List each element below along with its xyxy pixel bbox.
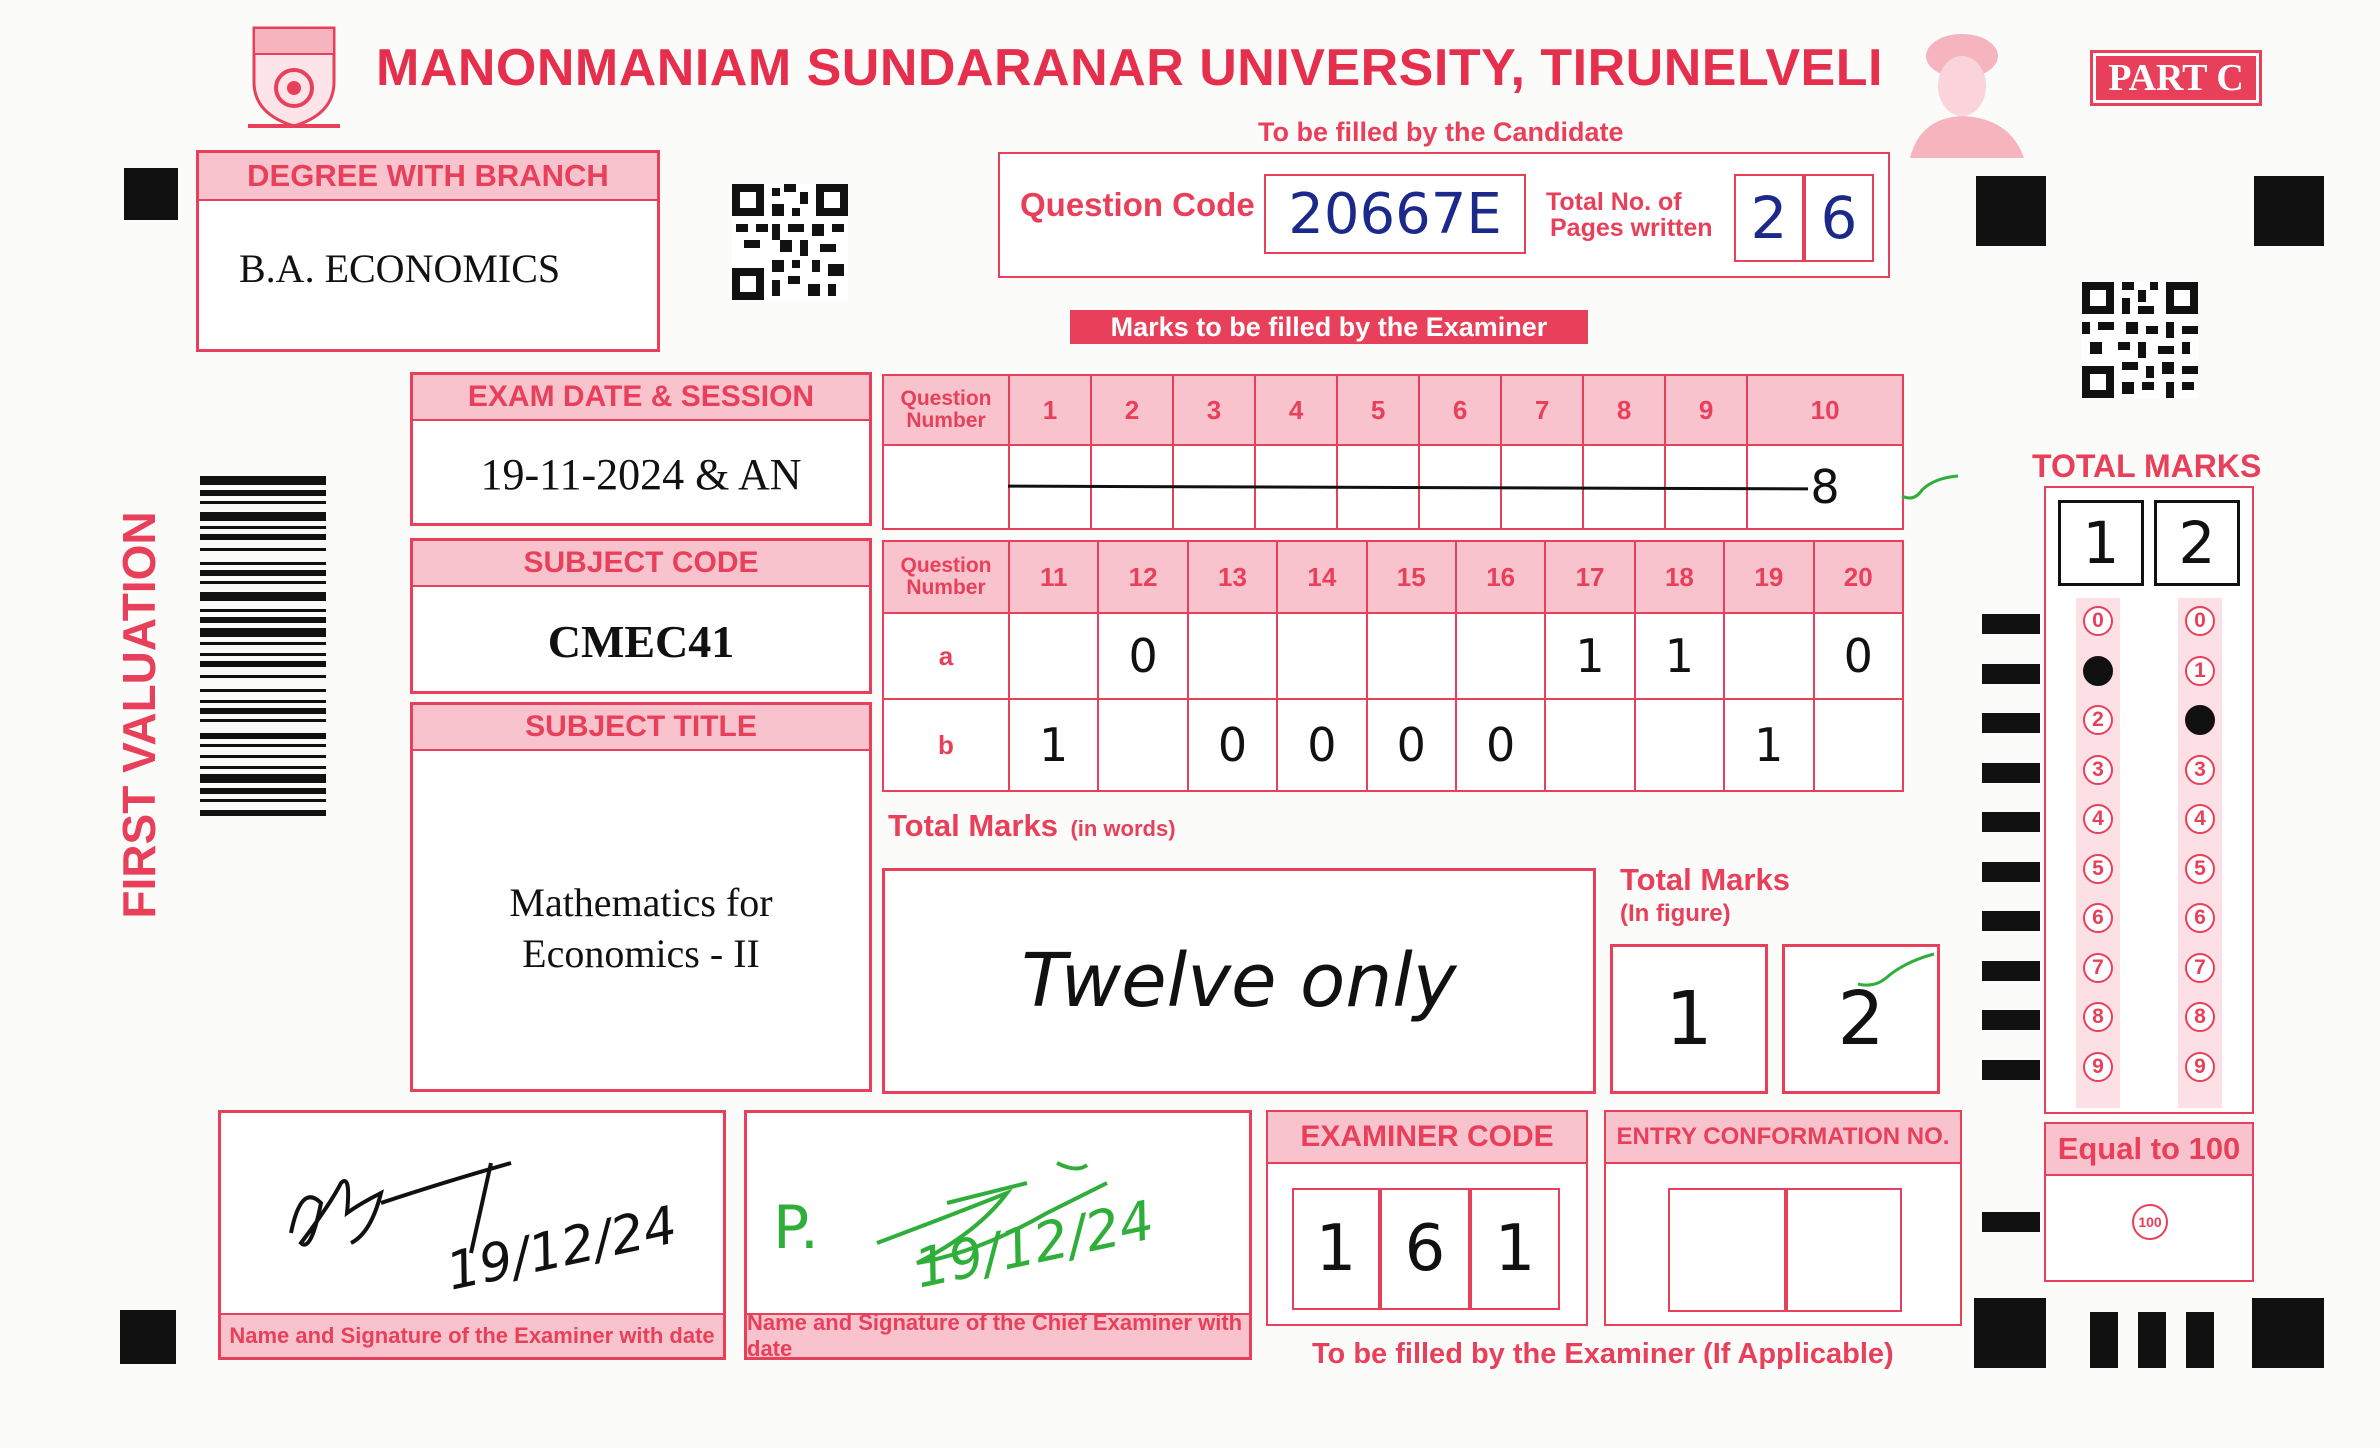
entry-conf-box [1604,1110,1962,1326]
omr-bubble-7[interactable]: 7 [2083,953,2113,983]
barcode-bar [200,548,326,551]
barcode-bar [200,592,326,601]
total-figure-label: Total Marks [1620,862,1790,897]
timing-mark [1982,1010,2040,1030]
omr-bubble-0[interactable]: 0 [2185,606,2215,636]
mark-cell: 1 [1724,699,1813,791]
mark-cell: 8 [1747,445,1903,529]
omr-bubble-1[interactable]: 1 [2083,656,2113,686]
registration-mark [1976,176,2046,246]
timing-mark [1982,664,2040,684]
barcode-bar [200,512,326,521]
question-number: 3 [1173,375,1255,445]
entry-conf-label: ENTRY CONFORMATION NO. [1606,1112,1960,1164]
registration-mark [2252,1298,2324,1368]
subject-title-line2: Economics - II [522,931,760,976]
barcode-bar [200,719,326,722]
question-number: 1 [1009,375,1091,445]
part-badge: PART C [2090,50,2262,106]
subject-title-line1: Mathematics for [509,880,773,925]
examiner-code-digit: 1 [1292,1188,1380,1310]
subject-code-box [410,538,872,694]
barcode-bar [200,744,326,747]
mark-cell [1456,613,1545,699]
qr-code [732,184,848,300]
barcode-bar [200,675,326,678]
question-number: 12 [1098,541,1187,613]
barcode-bar [200,490,326,496]
entry-conf-cell [1668,1188,1786,1312]
barcode-bar [200,628,326,637]
examiner-sig-label: Name and Signature of the Examiner with date [221,1313,723,1357]
mark-cell: 0 [1188,699,1277,791]
examiner-sign-date: 19/12/24 [441,1195,683,1303]
omr-bubble-2[interactable]: 2 [2185,705,2215,735]
omr-digit: 1 [2058,500,2144,586]
timing-mark [1982,911,2040,931]
omr-bubble-0[interactable]: 0 [2083,606,2113,636]
exam-date-label: EXAM DATE & SESSION [413,375,869,421]
total-words-value: Twelve only [1021,938,1457,1024]
chief-signature-box [744,1110,1252,1360]
question-number: 10 [1747,375,1903,445]
omr-bubble-1[interactable]: 1 [2185,656,2215,686]
barcode-bar [200,476,326,485]
pages-label-2: Pages written [1550,214,1713,242]
mark-cell [1277,613,1366,699]
mark-cell [1098,699,1187,791]
mark-cell [1188,613,1277,699]
question-number: 20 [1814,541,1903,613]
mark-cell: 0 [1814,613,1903,699]
qn-label: Number [906,409,986,432]
barcode-bar [200,755,326,758]
omr-bubble-6[interactable]: 6 [2083,903,2113,933]
timing-mark [1982,763,2040,783]
mark-cell: 1 [1635,613,1724,699]
question-number: 13 [1188,541,1277,613]
total-figure-digit: 2 [1782,944,1940,1094]
qn-label: Number [906,576,986,599]
omr-bubble-9[interactable]: 9 [2185,1052,2215,1082]
mark-cell: 0 [1367,699,1456,791]
mark-cell: 1 [1545,613,1634,699]
mark-cell [1724,613,1813,699]
barcode-bar [200,689,326,692]
total-figure-digit: 1 [1610,944,1768,1094]
tick-mark [1856,950,1936,995]
timing-mark [1982,862,2040,882]
timing-mark [1982,1212,2040,1232]
degree-label: DEGREE WITH BRANCH [199,153,657,201]
total-words-label [888,808,1176,844]
qr-code [2082,282,2198,398]
first-valuation-label: FIRST VALUATION [113,511,165,919]
omr-bubble-3[interactable]: 3 [2185,755,2215,785]
degree-box [196,150,660,352]
timing-mark [1982,1060,2040,1080]
examiner-banner: Marks to be filled by the Examiner [1070,310,1588,344]
qn-label: Question [900,387,992,410]
question-number: 16 [1456,541,1545,613]
barcode-bar [200,799,326,802]
chief-sig-label: Name and Signature of the Chief Examiner with date [747,1313,1249,1357]
barcode-bar [200,526,326,529]
degree-value: B.A. ECONOMICS [239,246,561,291]
timing-mark [1982,713,2040,733]
total-words-box [882,868,1596,1094]
equal-100-box [2044,1122,2254,1282]
question-number: 14 [1277,541,1366,613]
barcode-bar [200,534,326,540]
barcode-bar [200,788,326,794]
barcode-bar [200,653,326,656]
omr-bubble-4[interactable]: 4 [2083,804,2113,834]
timing-mark [1982,614,2040,634]
mark-cell [1545,699,1634,791]
entry-conf-cell [1786,1188,1902,1312]
omr-total-label: TOTAL MARKS [2032,448,2262,484]
omr-bubble-4[interactable]: 4 [2185,804,2215,834]
chief-sign-date: 19/12/24 [909,1188,1160,1301]
qn-label: Question [900,554,992,577]
barcode-bar [200,766,326,769]
barcode-bar [200,708,326,714]
row-a-label: a [883,613,1009,699]
bubble-100[interactable]: 100 [2132,1204,2168,1240]
mark-cell [1814,699,1903,791]
pages-digit: 2 [1734,174,1804,262]
marks-grid-1 [882,374,1904,530]
timing-mark [1982,812,2040,832]
barcode [200,476,326,946]
omr-bubble-8[interactable]: 8 [2185,1002,2215,1032]
question-number: 18 [1635,541,1724,613]
question-number: 2 [1091,375,1173,445]
omr-bubble-9[interactable]: 9 [2083,1052,2113,1082]
question-code-value: 20667E [1264,174,1526,254]
exam-date-value: 19-11-2024 & AN [480,450,802,499]
examiner-code-digit: 6 [1380,1188,1470,1310]
mark-cell [1367,613,1456,699]
examiner-signature-box [218,1110,726,1360]
mark-cell [1635,699,1724,791]
question-number: 19 [1724,541,1813,613]
omr-bubble-3[interactable]: 3 [2083,755,2113,785]
question-code-label: Question Code [1020,186,1255,223]
barcode-bar [200,661,326,667]
row-b-label: b [883,699,1009,791]
omr-bubble-7[interactable]: 7 [2185,953,2215,983]
omr-digit: 2 [2154,500,2240,586]
university-emblem [248,22,340,132]
registration-mark [2090,1312,2118,1368]
mark-cell: 0 [1456,699,1545,791]
examiner-code-label: EXAMINER CODE [1268,1112,1586,1164]
omr-bubble-5[interactable]: 5 [2185,854,2215,884]
barcode-bar [200,810,326,816]
question-number: 15 [1367,541,1456,613]
mark-cell: 0 [1277,699,1366,791]
pages-label-1: Total No. of [1546,188,1682,216]
timing-mark [1982,961,2040,981]
mark-cell: 0 [1098,613,1187,699]
tick-mark [1900,472,1960,507]
barcode-bar [200,642,326,645]
total-figure-sub: (In figure) [1620,900,1731,927]
total-words-title: Total Marks [888,808,1058,843]
barcode-bar [200,562,326,565]
university-title: MANONMANIAM SUNDARANAR UNIVERSITY, TIRUNELVELI [376,39,1883,97]
question-number: 8 [1583,375,1665,445]
registration-mark [1974,1298,2046,1368]
registration-mark [2254,176,2324,246]
question-number: 9 [1665,375,1747,445]
barcode-bar [200,581,326,584]
examiner-code-digit: 1 [1470,1188,1560,1310]
founder-portrait [1900,28,2030,158]
marks-grid-2 [882,540,1904,792]
subject-title-label: SUBJECT TITLE [413,705,869,751]
question-number: 17 [1545,541,1634,613]
omr-bubble-2[interactable]: 2 [2083,705,2113,735]
total-words-sub: (in words) [1070,816,1176,841]
barcode-bar [200,501,326,504]
barcode-bar [200,609,326,612]
subject-code-value: CMEC41 [547,616,735,667]
mark-cell [1009,613,1098,699]
barcode-bar [200,774,326,783]
examiner-code-box [1266,1110,1588,1326]
barcode-bar [200,733,326,739]
candidate-note: To be filled by the Candidate [1258,117,1624,147]
omr-bubble-5[interactable]: 5 [2083,854,2113,884]
subject-code-label: SUBJECT CODE [413,541,869,587]
subject-title-box [410,702,872,1092]
registration-mark [120,1310,176,1364]
omr-bubble-6[interactable]: 6 [2185,903,2215,933]
registration-mark [124,168,178,220]
chief-sign-initial: P. [773,1193,819,1263]
question-number: 7 [1501,375,1583,445]
mark-cell: 1 [1009,699,1098,791]
equal-100-label: Equal to 100 [2046,1124,2252,1176]
registration-mark [2138,1312,2166,1368]
question-number: 4 [1255,375,1337,445]
barcode-bar [200,700,326,703]
registration-mark [2186,1312,2214,1368]
examiner-note: To be filled by the Examiner (If Applicable) [1312,1338,1894,1370]
pages-digit: 6 [1804,174,1874,262]
barcode-bar [200,570,326,576]
exam-date-box [410,372,872,526]
question-number: 11 [1009,541,1098,613]
question-number: 6 [1419,375,1501,445]
barcode-bar [200,617,326,623]
omr-bubble-8[interactable]: 8 [2083,1002,2113,1032]
question-number: 5 [1337,375,1419,445]
